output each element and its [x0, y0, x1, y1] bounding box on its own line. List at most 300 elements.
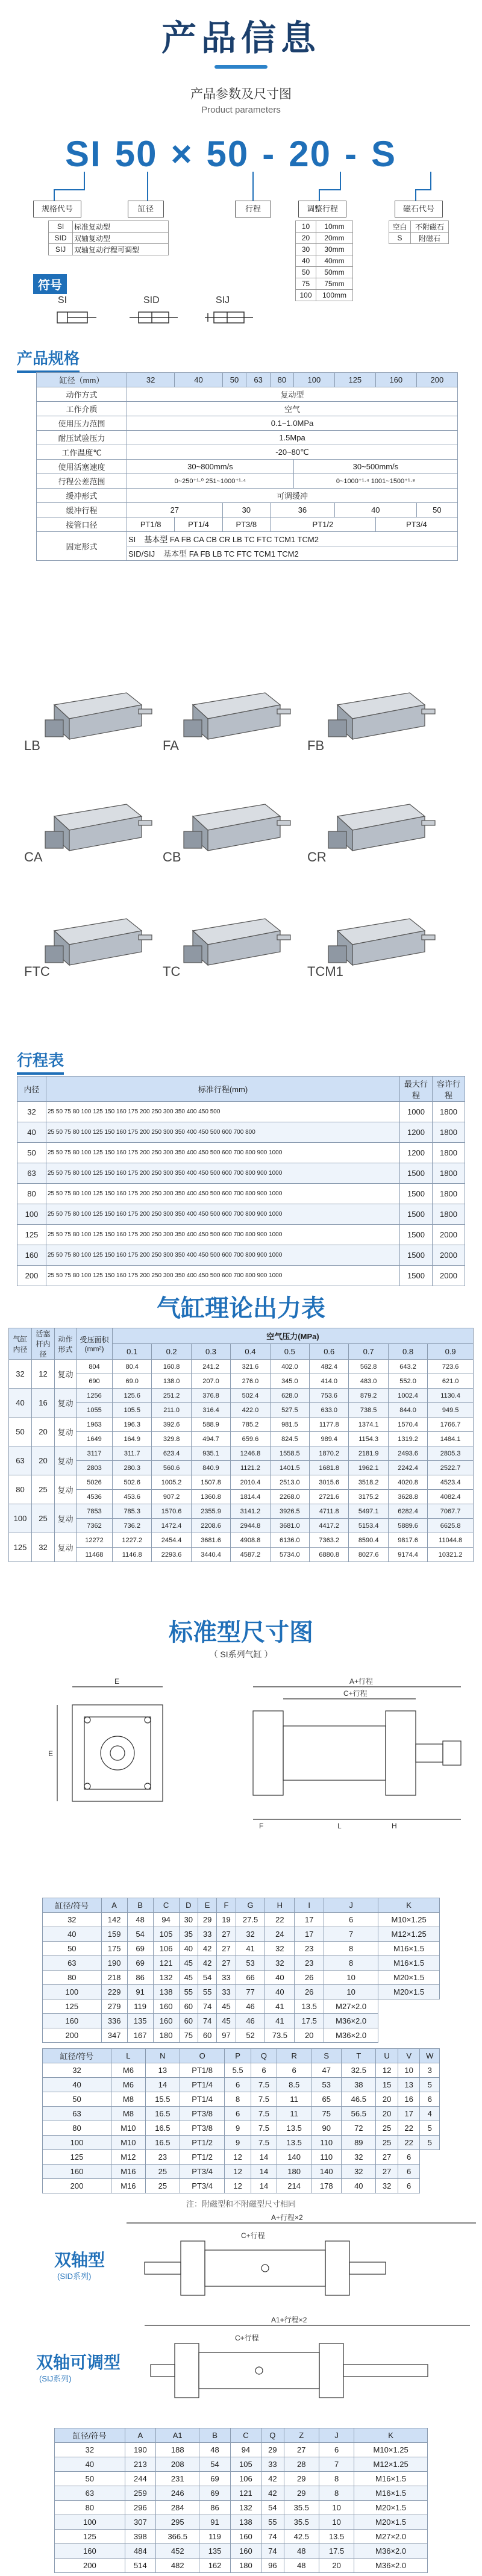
table-cell: 307: [125, 2515, 155, 2530]
table-cell: 80: [9, 1475, 32, 1504]
table-cell: PT3/4: [180, 2179, 225, 2193]
table-cell: 6: [319, 2443, 354, 2457]
table-cell: M16: [111, 2165, 145, 2179]
column-header: Q: [261, 2428, 284, 2443]
table-row: [55, 2472, 428, 2486]
table-cell: 17.5: [295, 2014, 324, 2028]
table-cell: 295: [156, 2515, 199, 2530]
table-cell: 7362: [77, 1519, 113, 1533]
table-cell: 125: [17, 1225, 46, 1245]
table-cell: 40: [342, 2179, 376, 2193]
table-cell: 132: [230, 2501, 261, 2515]
model-code: [65, 133, 482, 175]
table-cell: 100: [43, 1985, 102, 1999]
table-cell: 8: [324, 1956, 378, 1971]
column-header: K: [378, 1898, 440, 1913]
table-cell: 80: [43, 2121, 111, 2136]
table-row: [17, 1266, 465, 1286]
force-title: 气缸理论出力表: [157, 1295, 325, 1322]
table-cell: 48: [127, 1913, 153, 1927]
table-cell: M10×1.25: [354, 2443, 428, 2457]
label-series: 规格代号: [33, 201, 81, 217]
table-cell: 2944.8: [231, 1519, 270, 1533]
sid-subtitle: (SID系列): [57, 2272, 92, 2281]
column-header: F: [217, 1898, 236, 1913]
table-cell: 23: [295, 1942, 324, 1956]
table-cell: 11468: [77, 1548, 113, 1562]
mount-label: LB: [24, 738, 40, 753]
table-row: [9, 1360, 474, 1374]
table-cell: 46: [236, 1999, 265, 2014]
table-cell: 1500: [400, 1184, 433, 1204]
table-cell: M20×1.5: [354, 2501, 428, 2515]
table-cell: 560.6: [152, 1461, 191, 1475]
column-header: V: [398, 2049, 420, 2063]
table-cell: 30: [179, 1913, 198, 1927]
table-cell: 167: [127, 2028, 153, 2043]
table-cell: 949.5: [428, 1403, 474, 1418]
table-cell: 279: [101, 1999, 127, 2014]
table-row: [17, 1102, 465, 1122]
table-cell: 38: [342, 2078, 376, 2092]
table-row: [9, 1374, 474, 1389]
mount-image-cb: [175, 783, 295, 861]
table-cell: 40: [17, 1122, 46, 1143]
code-dash2: -: [344, 134, 358, 174]
table-cell: 8.5: [277, 2078, 311, 2092]
table-cell: 110: [311, 2136, 342, 2150]
table-cell: M16×1.5: [378, 1942, 440, 1956]
mount-label: TC: [163, 964, 181, 979]
table-row: [43, 1956, 440, 1971]
table-cell: 复动: [55, 1533, 77, 1562]
table-cell: PT3/8: [180, 2121, 225, 2136]
table-cell: PT1/4: [180, 2092, 225, 2107]
table-cell: 63: [43, 2107, 111, 2121]
table-cell: 5: [420, 2121, 440, 2136]
table-cell: 29: [284, 2472, 319, 2486]
table-cell: 11: [277, 2107, 311, 2121]
code-magnet: S: [371, 134, 396, 174]
table-cell: 25 50 75 80 100 125 150 160 175 200 250 300 350 400 450 500 600 700 800: [46, 1122, 400, 1143]
table-cell: 1649: [77, 1432, 113, 1446]
table-cell: 244: [125, 2472, 155, 2486]
double-table: [54, 2428, 428, 2573]
table-cell: 94: [153, 1913, 179, 1927]
table-cell: 32: [265, 1956, 295, 1971]
table-cell: 159: [101, 1927, 127, 1942]
table-cell: 9174.4: [388, 1548, 427, 1562]
table-cell: 1005.2: [152, 1475, 191, 1490]
table-cell: 7.5: [251, 2107, 277, 2121]
table-cell: 25 50 75 80 100 125 150 160 175 200 250 300 350 400 450 500 600 700 800 900 1000: [46, 1266, 400, 1286]
table-cell: 119: [199, 2530, 230, 2544]
table-cell: 12: [225, 2179, 251, 2193]
svg-text:H: H: [392, 1822, 397, 1830]
table-cell: 6: [420, 2092, 440, 2107]
std-dim-note: 注：附磁型和不附磁型尺寸相同: [186, 2199, 296, 2209]
table-cell: 3015.6: [310, 1475, 349, 1490]
table-cell: 125: [55, 2530, 125, 2544]
std-dim-subtitle: （ SI系列气缸 ）: [209, 1649, 273, 1659]
table-cell: 45: [217, 1999, 236, 2014]
table-cell: 40: [265, 1985, 295, 1999]
table-cell: 10: [324, 1971, 378, 1985]
table-cell: 41: [236, 1942, 265, 1956]
table-cell: 32: [43, 1913, 102, 1927]
pressure-header: 0.6: [310, 1344, 349, 1360]
table-cell: 50: [43, 1942, 102, 1956]
column-header: J: [319, 2428, 354, 2443]
table-row: [9, 1446, 474, 1461]
table-cell: 3: [420, 2063, 440, 2078]
table-cell: 97: [217, 2028, 236, 2043]
std-dim-table1: [42, 1898, 440, 2043]
table-row: [17, 1204, 465, 1225]
column-header: Q: [251, 2049, 277, 2063]
label-magnet: 磁石代号: [395, 201, 443, 217]
table-cell: M16×1.5: [354, 2486, 428, 2501]
table-cell: M16×1.5: [378, 1956, 440, 1971]
table-cell: 392.6: [152, 1418, 191, 1432]
table-cell: 42.5: [284, 2530, 319, 2544]
table-cell: 63: [43, 1956, 102, 1971]
table-cell: 329.8: [152, 1432, 191, 1446]
table-cell: 1227.2: [113, 1533, 152, 1548]
column-header: C: [230, 2428, 261, 2443]
table-cell: 40: [9, 1389, 32, 1418]
table-cell: 785.2: [231, 1418, 270, 1432]
table-cell: 1146.8: [113, 1548, 152, 1562]
table-cell: 2181.9: [349, 1446, 388, 1461]
table-cell: 69: [127, 1942, 153, 1956]
mount-image-ca: [36, 783, 157, 861]
code-adjust: 20: [289, 134, 331, 174]
table-cell: 105.5: [113, 1403, 152, 1418]
column-header: P: [225, 2049, 251, 2063]
table-cell: 160.8: [152, 1360, 191, 1374]
table-cell: 16.5: [145, 2121, 180, 2136]
table-cell: 2208.6: [191, 1519, 230, 1533]
magnet-table: 空白 不附磁石 S 附磁石: [389, 220, 449, 244]
table-cell: 54: [127, 1927, 153, 1942]
table-cell: 14: [251, 2179, 277, 2193]
table-cell: 13: [398, 2078, 420, 2092]
table-cell: PT1/4: [180, 2078, 225, 2092]
table-cell: 1484.1: [428, 1432, 474, 1446]
table-cell: 142: [101, 1913, 127, 1927]
table-cell: 66: [236, 1971, 265, 1985]
table-cell: M16: [111, 2179, 145, 2193]
table-cell: 46.5: [342, 2092, 376, 2107]
table-cell: 20: [295, 2028, 324, 2043]
symbol-si-label: SI: [58, 295, 67, 305]
column-header: U: [376, 2049, 398, 2063]
table-cell: 22: [398, 2136, 420, 2150]
svg-text:C+行程: C+行程: [241, 2231, 265, 2240]
table-cell: 1766.7: [428, 1418, 474, 1432]
table-row: [55, 2530, 428, 2544]
table-cell: 1500: [400, 1204, 433, 1225]
table-cell: 60: [179, 2014, 198, 2028]
table-cell: 1800: [433, 1102, 465, 1122]
table-cell: 4711.8: [310, 1504, 349, 1519]
table-cell: 1256: [77, 1389, 113, 1403]
table-cell: 231: [156, 2472, 199, 2486]
svg-text:E: E: [48, 1749, 54, 1758]
table-cell: 5889.6: [388, 1519, 427, 1533]
table-cell: 160: [43, 2014, 102, 2028]
svg-text:A+行程: A+行程: [349, 1677, 374, 1686]
table-cell: 25: [145, 2165, 180, 2179]
table-cell: 628.0: [270, 1389, 309, 1403]
table-cell: M8: [111, 2092, 145, 2107]
table-cell: 69.0: [113, 1374, 152, 1389]
pressure-header: 0.2: [152, 1344, 191, 1360]
symbol-sij-label: SIJ: [216, 295, 230, 305]
code-x: ×: [171, 134, 193, 174]
table-row: [9, 1403, 474, 1418]
table-cell: 4536: [77, 1490, 113, 1504]
table-cell: 453.6: [113, 1490, 152, 1504]
table-cell: 69: [199, 2472, 230, 2486]
table-cell: M16×1.5: [354, 2472, 428, 2486]
table-cell: 296: [125, 2501, 155, 2515]
table-row: [55, 2457, 428, 2472]
column-header: T: [342, 2049, 376, 2063]
table-cell: 32: [17, 1102, 46, 1122]
table-cell: 623.4: [152, 1446, 191, 1461]
subtitle-en: Product parameters: [201, 105, 281, 115]
table-cell: 3681.0: [270, 1519, 309, 1533]
table-cell: 218: [101, 1971, 127, 1985]
table-cell: 1800: [433, 1143, 465, 1163]
table-cell: 1401.5: [270, 1461, 309, 1475]
table-cell: 74: [261, 2530, 284, 2544]
table-cell: 6282.4: [388, 1504, 427, 1519]
table-cell: 25: [376, 2136, 398, 2150]
sij-title: 双轴可调型: [36, 2353, 121, 2372]
table-cell: 414.0: [310, 1374, 349, 1389]
table-row: [43, 2063, 440, 2078]
table-cell: 8: [319, 2486, 354, 2501]
table-cell: 132: [153, 1971, 179, 1985]
table-cell: 52: [236, 2028, 265, 2043]
table-cell: 100: [43, 2136, 111, 2150]
series-table: SI 标准复动型 SID 双轴复动型 SIJ 双轴复动行程可调型: [48, 220, 169, 255]
table-cell: 25: [376, 2121, 398, 2136]
table-cell: 1000: [400, 1102, 433, 1122]
table-cell: 643.2: [388, 1360, 427, 1374]
table-cell: 214: [277, 2179, 311, 2193]
table-cell: 16.5: [145, 2136, 180, 2150]
symbol-graphics: [0, 307, 482, 331]
pressure-header: 0.7: [349, 1344, 388, 1360]
table-cell: 3117: [77, 1446, 113, 1461]
table-cell: 复动: [55, 1475, 77, 1504]
table-cell: 6: [398, 2179, 420, 2193]
table-cell: 284: [156, 2501, 199, 2515]
table-cell: 1963: [77, 1418, 113, 1432]
table-cell: 402.0: [270, 1360, 309, 1374]
table-cell: 48: [284, 2544, 319, 2559]
table-cell: 48: [199, 2443, 230, 2457]
table-cell: 736.2: [113, 1519, 152, 1533]
table-cell: 588.9: [191, 1418, 230, 1432]
table-cell: 6: [225, 2107, 251, 2121]
table-cell: 4020.8: [388, 1475, 427, 1490]
table-cell: 25 50 75 80 100 125 150 160 175 200 250 300 350 400 450 500 600 700 800 900 1000: [46, 1163, 400, 1184]
table-cell: 2000: [433, 1245, 465, 1266]
table-cell: M12: [111, 2150, 145, 2165]
stroke-table: 内径 标准行程(mm) 最大行程 容许行程 32 25 50 75 80 100 125 150 160 175 200 250 300 350 400 450 500 1000 1800 40 25 50 75 80 100 125 150 160 175 200 250 300 350 400 450 500 600 700 800 1200 1800 50 25 50 75 80 100 125 150 160 175 200 250 300 350 400 450 500 600 700 800 900 1000 1200 1800 63 25 50 75 80 100 125 150 160 175 200 250 300 350 400 450 500 600 700 800 900 1000 1500 1800 80 25 50 75 80 100 125 150 160 175 200 250 300 350 400 450 500 600 700 800 900 1000 1500 1800 100 25 50 75 80 100 125 150 160 175 200 250 300 350 400 450 500 600 700 800 900 1000 1500 1800 125 25 50 75 80 100 125 150 160 175 200 250 300 350 400 450 500 600 700 800 900 1000 1500 2000 160 25 50 75 80 100 125 150 160 175 200 250 300 350 400 450 500 600 700 800 900 1000 1500 2000 200 25 50 75 80 100 125 150 160 175 200 250 300 350 400 450 500 600 700 800 900 1000 1500 2000: [17, 1076, 465, 1286]
table-cell: 138: [153, 1985, 179, 1999]
table-cell: 2000: [433, 1266, 465, 1286]
table-cell: 11044.8: [428, 1533, 474, 1548]
table-cell: M36×2.0: [324, 2014, 378, 2028]
table-cell: 4082.4: [428, 1490, 474, 1504]
table-cell: 211.0: [152, 1403, 191, 1418]
table-cell: 25 50 75 80 100 125 150 160 175 200 250 300 350 400 450 500 600 700 800 900 1000: [46, 1204, 400, 1225]
table-cell: 259: [125, 2486, 155, 2501]
table-cell: 7363.2: [310, 1533, 349, 1548]
table-row: [43, 2107, 440, 2121]
std-dim-table2: [42, 2048, 440, 2193]
table-cell: 23: [295, 1956, 324, 1971]
table-cell: 32: [342, 2150, 376, 2165]
table-cell: 160: [153, 2014, 179, 2028]
table-cell: 73.5: [265, 2028, 295, 2043]
table-cell: 41: [265, 2014, 295, 2028]
table-cell: M10: [111, 2121, 145, 2136]
table-row: [43, 1942, 440, 1956]
table-row: [9, 1389, 474, 1403]
table-cell: 50: [9, 1418, 32, 1446]
table-cell: 502.4: [231, 1389, 270, 1403]
table-cell: 35.5: [284, 2501, 319, 2515]
table-cell: 6: [398, 2150, 420, 2165]
table-cell: 17: [398, 2107, 420, 2121]
table-row: [9, 1475, 474, 1490]
table-cell: 32: [265, 1942, 295, 1956]
table-cell: 311.7: [113, 1446, 152, 1461]
column-header: C: [153, 1898, 179, 1913]
table-row: [17, 1184, 465, 1204]
table-cell: 2454.4: [152, 1533, 191, 1548]
table-cell: 86: [127, 1971, 153, 1985]
table-cell: 16: [32, 1389, 55, 1418]
table-cell: 1681.8: [310, 1461, 349, 1475]
table-cell: 32: [32, 1533, 55, 1562]
table-cell: 398: [125, 2530, 155, 2544]
table-cell: 981.5: [270, 1418, 309, 1432]
mount-image-lb: [36, 672, 157, 750]
table-cell: 1360.8: [191, 1490, 230, 1504]
stroke-title: 行程表: [17, 1048, 64, 1075]
table-row: [43, 1999, 440, 2014]
table-cell: 48: [284, 2559, 319, 2573]
table-cell: 160: [43, 2165, 111, 2179]
table-row: [43, 1971, 440, 1985]
table-cell: 2268.0: [270, 1490, 309, 1504]
table-cell: 45: [179, 1956, 198, 1971]
table-cell: 7.5: [251, 2121, 277, 2136]
table-cell: 47: [311, 2063, 342, 2078]
table-cell: 25 50 75 80 100 125 150 160 175 200 250 300 350 400 450 500 600 700 800 900 1000: [46, 1245, 400, 1266]
table-cell: 1800: [433, 1122, 465, 1143]
table-cell: 96: [261, 2559, 284, 2573]
table-cell: 复动: [55, 1504, 77, 1533]
table-row: [43, 2136, 440, 2150]
table-cell: 14: [251, 2165, 277, 2179]
table-cell: 5497.1: [349, 1504, 388, 1519]
table-cell: 2010.4: [231, 1475, 270, 1490]
table-cell: 42: [198, 1942, 216, 1956]
table-cell: 25: [32, 1475, 55, 1504]
pressure-header: 0.1: [113, 1344, 152, 1360]
table-cell: 80: [17, 1184, 46, 1204]
table-cell: M27×2.0: [354, 2530, 428, 2544]
table-cell: 32: [236, 1927, 265, 1942]
table-cell: 10: [324, 1985, 378, 1999]
column-header: R: [277, 2049, 311, 2063]
table-cell: 54: [261, 2501, 284, 2515]
pressure-header: 0.9: [428, 1344, 474, 1360]
table-cell: 207.0: [191, 1374, 230, 1389]
table-cell: 2803: [77, 1461, 113, 1475]
table-cell: 1121.2: [231, 1461, 270, 1475]
table-row: [9, 1533, 474, 1548]
table-cell: 125: [9, 1533, 32, 1562]
table-cell: 75: [311, 2107, 342, 2121]
table-cell: 13.5: [295, 1999, 324, 2014]
table-cell: 25 50 75 80 100 125 150 160 175 200 250 300 350 400 450 500 600 700 800 900 1000: [46, 1225, 400, 1245]
table-cell: M20×1.5: [378, 1971, 440, 1985]
table-cell: 13.5: [277, 2121, 311, 2136]
table-row: [17, 1163, 465, 1184]
table-cell: 7.5: [251, 2136, 277, 2150]
column-header: S: [311, 2049, 342, 2063]
table-cell: 190: [125, 2443, 155, 2457]
std-dim-title: 标准型尺寸图: [169, 1619, 313, 1646]
table-cell: 80: [55, 2501, 125, 2515]
table-cell: 1570.4: [388, 1418, 427, 1432]
code-stroke: 50: [206, 134, 249, 174]
page-title: 产品信息: [161, 17, 321, 58]
table-cell: 69: [127, 1956, 153, 1971]
table-cell: 69: [199, 2486, 230, 2501]
table-cell: 690: [77, 1374, 113, 1389]
table-cell: 63: [55, 2486, 125, 2501]
table-row: [55, 2559, 428, 2573]
column-header: G: [236, 1898, 265, 1913]
table-cell: 200: [43, 2028, 102, 2043]
table-cell: 824.5: [270, 1432, 309, 1446]
table-cell: 12: [225, 2165, 251, 2179]
force-table: 气缸内径 活塞杆内径 动作形式 受压面积(mm²) 空气压力(MPa) 0.1 0.2 0.3 0.4 0.5 0.6 0.7 0.8 0.9 32 12 复动 804 80.4 160.8 241.2 321.6 402.0 482.4 562.8 643.2 723.6 690 69.0 138.0 207.0 276.0 345.0 414.0 483.0 552.0 621.0 40 16 复动 1256 125.6 251.2 376.8 502.4 628.0 753.6 879.2 1002.4 1130.4 1055 105.5 211.0 316.4 422.0 527.5 633.0 738.5 844.0 949.5 50 20 复动 1963 196.3 392.6 588.9 785.2 981.5 1177.8 1374.1 1570.4 1766.7 1649 164.9 329.8 494.7 659.6 824.5 989.4 1154.3 1319.2 1484.1 63 20 复动 3117 311.7 623.4 935.1 1246.8 1558.5 1870.2 2181.9 2493.6 2805.3 2803 280.3 560.6 840.9 1121.2 1401.5 1681.8 1962.1 2242.4 2522.7 80 25 复动 5026 502.6 1005.2 1507.8 2010.4 2513.0 3015.6 3518.2 4020.8 4523.4 4536 453.6 907.2 1360.8 1814.4 2268.0 2721.6 3175.2 3628.8 4082.4 100 25 复动 7853 785.3 1570.6 2355.9 3141.2 3926.5 4711.8 5497.1 6282.4 7067.7 7362 736.2 1472.4 2208.6 2944.8 3681.0 4417.2 5153.4 5889.6 6625.8 125 32 复动 12272 1227.2 2454.4 3681.6 4908.8 6136.0 7363.2 8590.4 9817.6 11044.8 11468 1146.8 2293.6 3440.4 4587.2 5734.0 6880.8 8027.6 9174.4 10321.2: [8, 1328, 474, 1562]
table-cell: 4523.4: [428, 1475, 474, 1490]
table-cell: 100: [55, 2515, 125, 2530]
label-bore: 缸径: [128, 201, 164, 217]
table-cell: 4908.8: [231, 1533, 270, 1548]
table-cell: 42: [261, 2486, 284, 2501]
sij-subtitle: (SIJ系列): [39, 2374, 72, 2383]
table-cell: M12×1.25: [378, 1927, 440, 1942]
table-cell: PT1/8: [180, 2063, 225, 2078]
table-cell: 138.0: [152, 1374, 191, 1389]
svg-text:E: E: [114, 1677, 120, 1686]
table-cell: 6: [398, 2165, 420, 2179]
